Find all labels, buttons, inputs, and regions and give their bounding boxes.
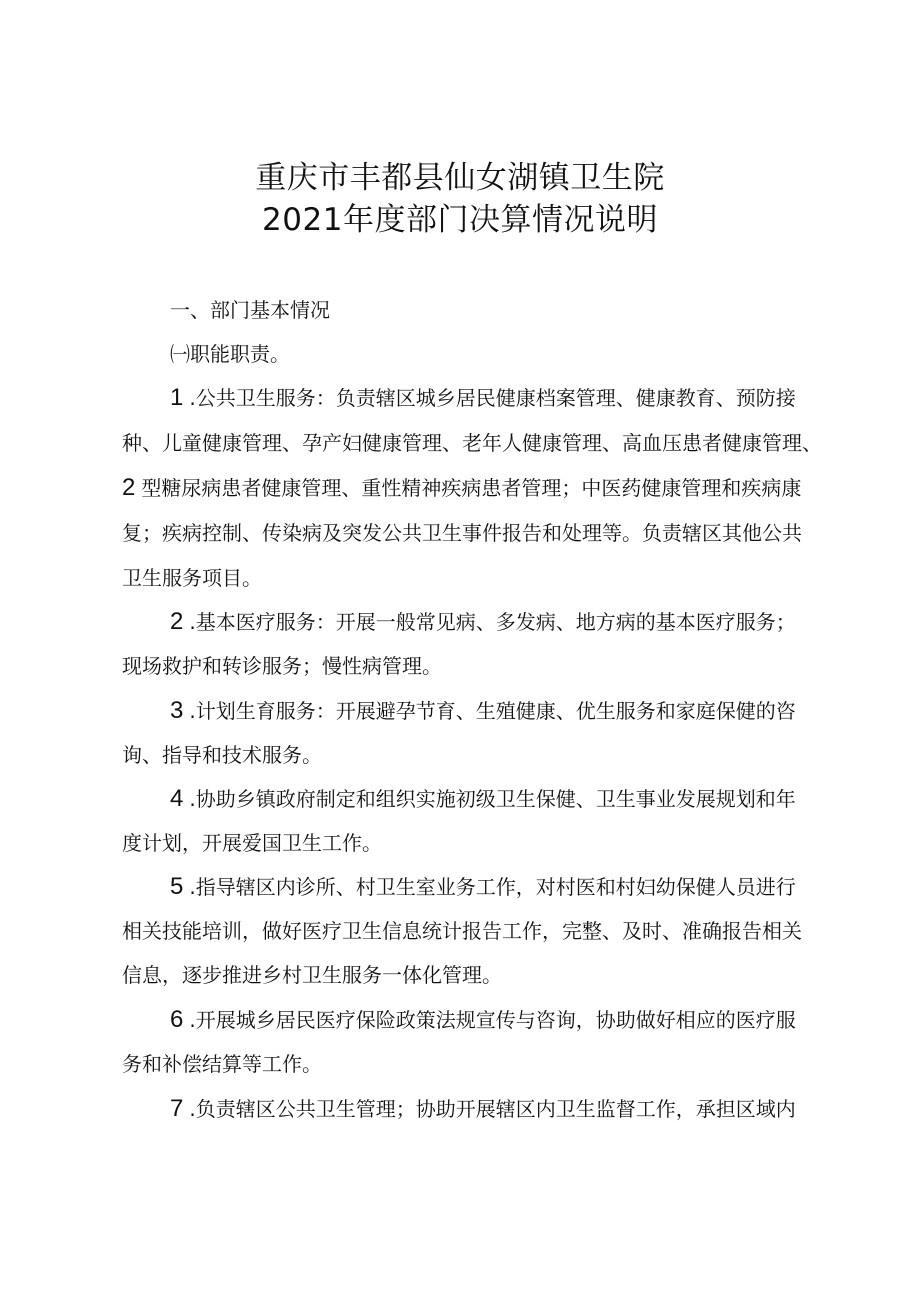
item-4-line-2: 度计划，开展爱国卫生工作。 (122, 831, 382, 855)
item-number: 3 (170, 697, 184, 724)
item-1-line-3 (122, 474, 801, 502)
item-3-line-1 (170, 697, 796, 725)
item-text: .计划生育服务：开展避孕节育、生殖健康、优生服务和家庭保健的咨 (189, 699, 796, 723)
item-text: .负责辖区公共卫生管理；协助开展辖区内卫生监督工作，承担区域内 (189, 1097, 796, 1121)
item-2-line-1 (170, 608, 796, 636)
item-5-line-2: 相关技能培训，做好医疗卫生信息统计报告工作，完整、及时、准确报告相关 (122, 919, 802, 943)
item-7-line-1 (170, 1095, 796, 1123)
item-6-line-2: 务和补偿结算等工作。 (122, 1052, 322, 1076)
item-5-line-3: 信息，逐步推进乡村卫生服务一体化管理。 (122, 963, 502, 987)
item-1-line-4: 复；疾病控制、传染病及突发公共卫生事件报告和处理等。负责辖区其他公共 (122, 521, 802, 545)
item-4-line-1 (170, 785, 796, 813)
document-title-line1: 重庆市丰都县仙女湖镇卫生院 (255, 160, 665, 196)
item-1-line-1 (170, 384, 796, 412)
item-number: 7 (170, 1095, 184, 1122)
section-heading: 一、部门基本情况 (170, 298, 330, 322)
item-text: .公共卫生服务：负责辖区城乡居民健康档案管理、健康教育、预防接 (189, 386, 796, 410)
document-title-line2: 2021年度部门决算情况说明 (262, 202, 658, 238)
item-3-line-2: 询、指导和技术服务。 (122, 743, 322, 767)
item-text: .基本医疗服务：开展一般常见病、多发病、地方病的基本医疗服务； (189, 610, 796, 634)
item-text: 型糖尿病患者健康管理、重性精神疾病患者管理；中医药健康管理和疾病康 (141, 476, 802, 500)
item-5-line-1 (170, 873, 796, 901)
item-number: 6 (170, 1006, 184, 1033)
item-1-line-2: 种、儿童健康管理、孕产妇健康管理、老年人健康管理、高血压患者健康管理、 (122, 431, 822, 455)
item-text: .协助乡镇政府制定和组织实施初级卫生保健、卫生事业发展规划和年 (189, 787, 796, 811)
item-number: 1 (170, 384, 184, 411)
subsection-heading: ㈠职能职责。 (170, 342, 290, 366)
item-text: .指导辖区内诊所、村卫生室业务工作，对村医和村妇幼保健人员进行 (189, 875, 796, 899)
item-text: .开展城乡居民医疗保险政策法规宣传与咨询，协助做好相应的医疗服 (189, 1008, 796, 1032)
item-number: 2 (170, 608, 184, 635)
item-1-line-5: 卫生服务项目。 (122, 566, 262, 590)
inline-number: 2 (122, 474, 136, 501)
item-6-line-1 (170, 1006, 796, 1034)
item-2-line-2: 现场救护和转诊服务；慢性病管理。 (122, 654, 442, 678)
item-number: 5 (170, 873, 184, 900)
item-number: 4 (170, 785, 184, 812)
